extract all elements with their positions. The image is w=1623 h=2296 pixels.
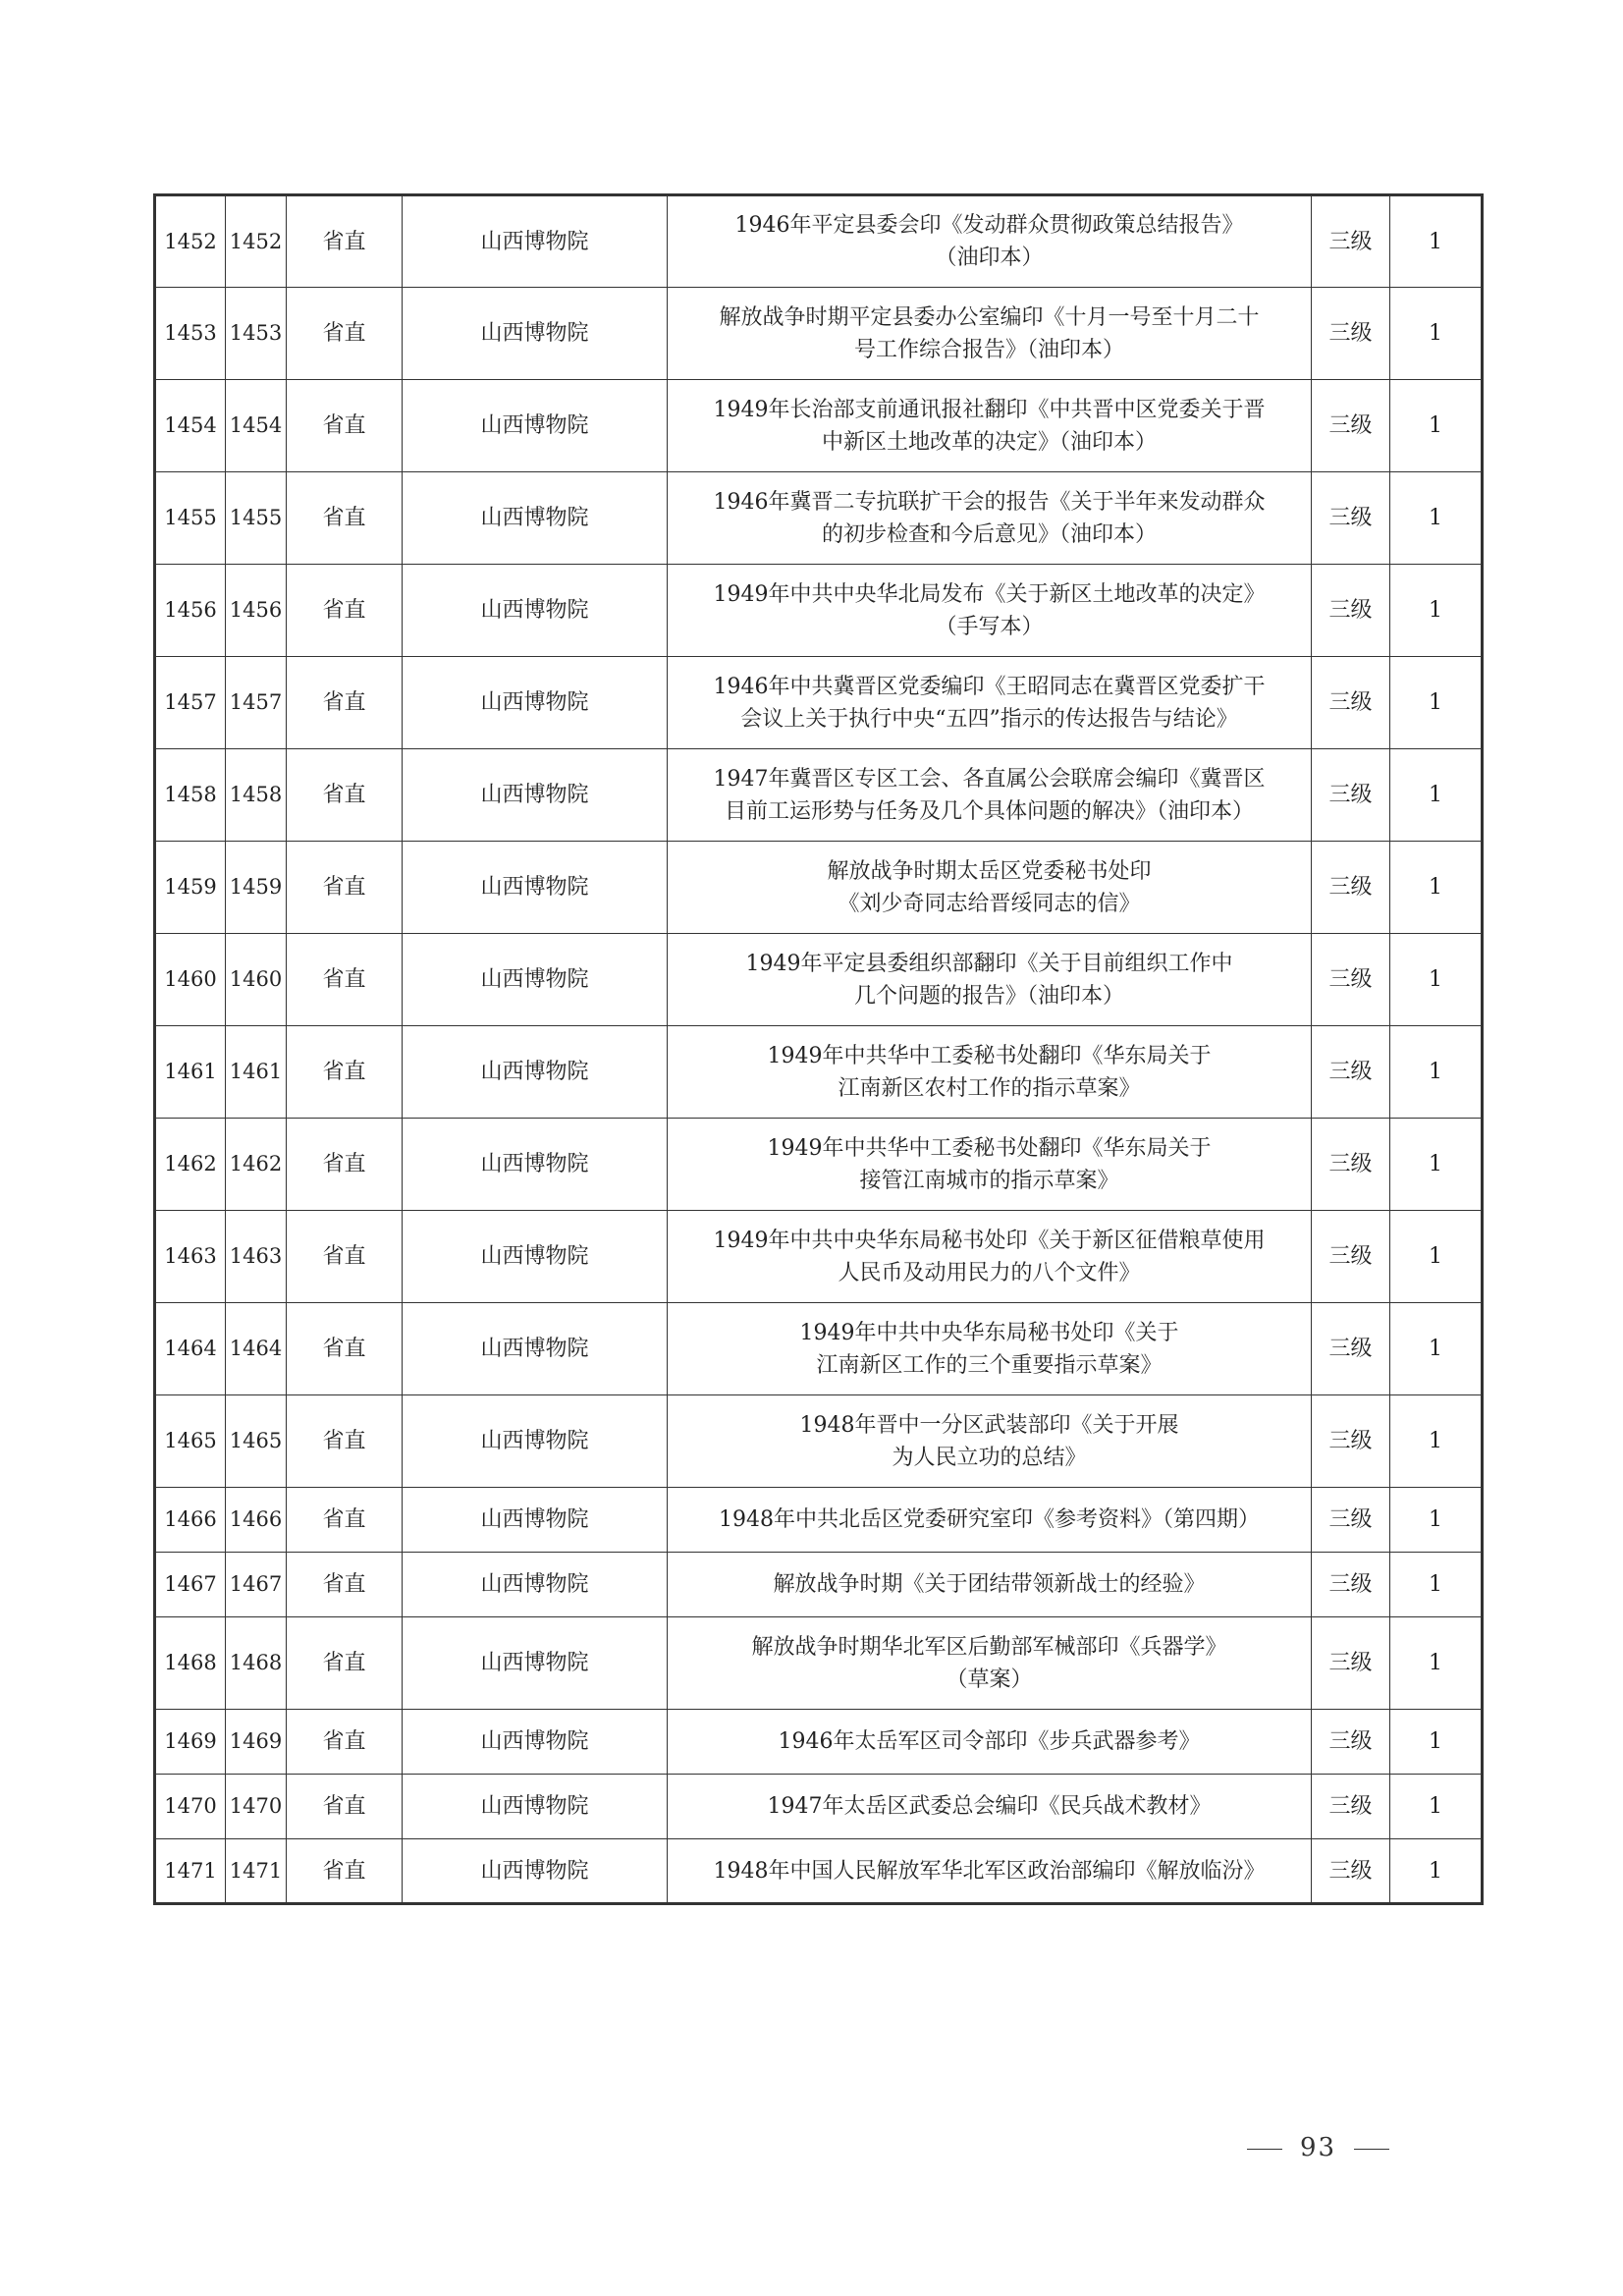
cell-quantity: 1 xyxy=(1390,195,1483,288)
title-line: 解放战争时期太岳区党委秘书处印 xyxy=(827,858,1152,884)
table-row xyxy=(155,380,1483,472)
cell-unit: 山西博物院 xyxy=(403,749,668,842)
cell-title xyxy=(668,1211,1312,1303)
title-line: 会议上关于执行中央“五四”指示的传达报告与结论》 xyxy=(740,706,1238,732)
title-line: （油印本） xyxy=(935,246,1044,270)
cell-serial: 1458 xyxy=(155,749,226,842)
cell-title xyxy=(668,288,1312,380)
table-row xyxy=(155,1775,1483,1839)
table-row xyxy=(155,1488,1483,1553)
cell-unit: 山西博物院 xyxy=(403,934,668,1026)
cell-serial: 1469 xyxy=(155,1710,226,1775)
cell-title xyxy=(668,1303,1312,1395)
cell-number: 1469 xyxy=(226,1710,287,1775)
cell-unit: 山西博物院 xyxy=(403,288,668,380)
cell-quantity: 1 xyxy=(1390,1839,1483,1904)
cell-serial: 1457 xyxy=(155,657,226,749)
cell-grade: 三级 xyxy=(1312,1839,1390,1904)
cell-number: 1453 xyxy=(226,288,287,380)
cell-quantity: 1 xyxy=(1390,1553,1483,1617)
cell-number: 1454 xyxy=(226,380,287,472)
cell-serial: 1470 xyxy=(155,1775,226,1839)
cell-level: 省直 xyxy=(287,1553,403,1617)
cell-level: 省直 xyxy=(287,380,403,472)
cell-unit: 山西博物院 xyxy=(403,565,668,657)
cell-grade: 三级 xyxy=(1312,288,1390,380)
title-line: 1949年中共中央华东局秘书处印《关于新区征借粮草使用 xyxy=(713,1228,1266,1253)
cell-grade: 三级 xyxy=(1312,749,1390,842)
cell-number: 1452 xyxy=(226,195,287,288)
cell-title xyxy=(668,380,1312,472)
cell-number: 1462 xyxy=(226,1119,287,1211)
table-row xyxy=(155,195,1483,288)
title-line: 《刘少奇同志给晋绥同志的信》 xyxy=(838,891,1141,916)
cell-quantity: 1 xyxy=(1390,565,1483,657)
title-line: 江南新区工作的三个重要指示草案》 xyxy=(816,1352,1163,1378)
title-line: 1947年冀晋区专区工会、各直属公会联席会编印《冀晋区 xyxy=(713,766,1266,792)
cell-grade: 三级 xyxy=(1312,842,1390,934)
cell-serial: 1462 xyxy=(155,1119,226,1211)
cell-title xyxy=(668,195,1312,288)
page-footer xyxy=(1247,2133,1389,2162)
cell-number: 1455 xyxy=(226,472,287,565)
title-line: 号工作综合报告》（油印本） xyxy=(853,337,1124,362)
title-line: 1948年中国人民解放军华北军区政治部编印《解放临汾》 xyxy=(713,1858,1266,1884)
table-row xyxy=(155,1395,1483,1488)
cell-unit: 山西博物院 xyxy=(403,1303,668,1395)
cell-unit: 山西博物院 xyxy=(403,1395,668,1488)
cell-grade: 三级 xyxy=(1312,1553,1390,1617)
title-line: 1946年平定县委会印《发动群众贯彻政策总结报告》 xyxy=(734,213,1244,238)
cell-level: 省直 xyxy=(287,934,403,1026)
table-row xyxy=(155,288,1483,380)
relics-table xyxy=(153,193,1484,1905)
cell-quantity: 1 xyxy=(1390,1211,1483,1303)
cell-quantity: 1 xyxy=(1390,1303,1483,1395)
cell-title xyxy=(668,565,1312,657)
cell-title xyxy=(668,1775,1312,1839)
title-line: 目前工运形势与任务及几个具体问题的解决》（油印本） xyxy=(724,798,1254,824)
cell-level: 省直 xyxy=(287,1303,403,1395)
cell-serial: 1454 xyxy=(155,380,226,472)
title-line: （手写本） xyxy=(935,614,1044,639)
table-row xyxy=(155,1710,1483,1775)
title-line: 接管江南城市的指示草案》 xyxy=(859,1168,1119,1193)
cell-title xyxy=(668,1395,1312,1488)
table-row xyxy=(155,657,1483,749)
cell-level: 省直 xyxy=(287,1395,403,1488)
cell-unit: 山西博物院 xyxy=(403,1710,668,1775)
cell-grade: 三级 xyxy=(1312,1211,1390,1303)
title-line: 1949年中共中央华北局发布《关于新区土地改革的决定》 xyxy=(713,581,1266,607)
cell-grade: 三级 xyxy=(1312,195,1390,288)
title-line: 1948年晋中一分区武装部印《关于开展 xyxy=(799,1412,1179,1438)
title-line: （草案） xyxy=(946,1667,1033,1692)
cell-unit: 山西博物院 xyxy=(403,195,668,288)
cell-unit: 山西博物院 xyxy=(403,1839,668,1904)
title-line: 解放战争时期华北军区后勤部军械部印《兵器学》 xyxy=(751,1634,1227,1660)
cell-unit: 山西博物院 xyxy=(403,1026,668,1119)
title-line: 几个问题的报告》（油印本） xyxy=(853,983,1124,1009)
cell-level: 省直 xyxy=(287,288,403,380)
cell-quantity: 1 xyxy=(1390,472,1483,565)
cell-quantity: 1 xyxy=(1390,1026,1483,1119)
cell-quantity: 1 xyxy=(1390,1119,1483,1211)
table-body xyxy=(155,195,1483,1904)
cell-unit: 山西博物院 xyxy=(403,1211,668,1303)
cell-level: 省直 xyxy=(287,1839,403,1904)
cell-number: 1468 xyxy=(226,1617,287,1710)
cell-number: 1470 xyxy=(226,1775,287,1839)
cell-number: 1463 xyxy=(226,1211,287,1303)
page-number: 93 xyxy=(1300,2133,1337,2162)
cell-grade: 三级 xyxy=(1312,472,1390,565)
cell-serial: 1460 xyxy=(155,934,226,1026)
cell-level: 省直 xyxy=(287,565,403,657)
footer-dash-left xyxy=(1247,2149,1282,2150)
cell-serial: 1453 xyxy=(155,288,226,380)
cell-quantity: 1 xyxy=(1390,934,1483,1026)
cell-title xyxy=(668,1026,1312,1119)
cell-level: 省直 xyxy=(287,1119,403,1211)
cell-unit: 山西博物院 xyxy=(403,1553,668,1617)
cell-serial: 1461 xyxy=(155,1026,226,1119)
cell-unit: 山西博物院 xyxy=(403,657,668,749)
cell-number: 1465 xyxy=(226,1395,287,1488)
cell-unit: 山西博物院 xyxy=(403,472,668,565)
cell-level: 省直 xyxy=(287,1710,403,1775)
title-line: 江南新区农村工作的指示草案》 xyxy=(838,1075,1141,1101)
cell-title xyxy=(668,749,1312,842)
cell-title xyxy=(668,1710,1312,1775)
table-row xyxy=(155,472,1483,565)
title-line: 中新区土地改革的决定》（油印本） xyxy=(821,429,1157,455)
cell-quantity: 1 xyxy=(1390,1395,1483,1488)
table-row xyxy=(155,1839,1483,1904)
title-line: 1949年平定县委组织部翻印《关于目前组织工作中 xyxy=(745,951,1233,976)
cell-grade: 三级 xyxy=(1312,657,1390,749)
cell-number: 1461 xyxy=(226,1026,287,1119)
cell-number: 1456 xyxy=(226,565,287,657)
cell-grade: 三级 xyxy=(1312,565,1390,657)
cell-serial: 1463 xyxy=(155,1211,226,1303)
table-row xyxy=(155,934,1483,1026)
cell-quantity: 1 xyxy=(1390,657,1483,749)
cell-grade: 三级 xyxy=(1312,934,1390,1026)
title-line: 1946年冀晋二专抗联扩干会的报告《关于半年来发动群众 xyxy=(713,489,1266,515)
cell-level: 省直 xyxy=(287,195,403,288)
table-row xyxy=(155,842,1483,934)
cell-level: 省直 xyxy=(287,1775,403,1839)
cell-title xyxy=(668,657,1312,749)
title-line: 1946年中共冀晋区党委编印《王昭同志在冀晋区党委扩干 xyxy=(713,674,1266,699)
cell-grade: 三级 xyxy=(1312,1710,1390,1775)
cell-title xyxy=(668,1839,1312,1904)
cell-serial: 1465 xyxy=(155,1395,226,1488)
title-line: 1948年中共北岳区党委研究室印《参考资料》（第四期） xyxy=(719,1507,1260,1532)
cell-quantity: 1 xyxy=(1390,380,1483,472)
cell-serial: 1455 xyxy=(155,472,226,565)
cell-number: 1466 xyxy=(226,1488,287,1553)
cell-title xyxy=(668,1119,1312,1211)
cell-title xyxy=(668,1617,1312,1710)
cell-quantity: 1 xyxy=(1390,1775,1483,1839)
cell-serial: 1452 xyxy=(155,195,226,288)
cell-number: 1467 xyxy=(226,1553,287,1617)
table-row xyxy=(155,1553,1483,1617)
cell-title xyxy=(668,472,1312,565)
title-line: 的初步检查和今后意见》（油印本） xyxy=(821,521,1157,547)
cell-serial: 1468 xyxy=(155,1617,226,1710)
cell-unit: 山西博物院 xyxy=(403,380,668,472)
cell-serial: 1467 xyxy=(155,1553,226,1617)
cell-grade: 三级 xyxy=(1312,1775,1390,1839)
cell-number: 1464 xyxy=(226,1303,287,1395)
cell-title xyxy=(668,934,1312,1026)
cell-grade: 三级 xyxy=(1312,380,1390,472)
title-line: 1949年中共华中工委秘书处翻印《华东局关于 xyxy=(767,1135,1212,1161)
cell-quantity: 1 xyxy=(1390,842,1483,934)
cell-quantity: 1 xyxy=(1390,1710,1483,1775)
title-line: 为人民立功的总结》 xyxy=(892,1445,1087,1470)
cell-serial: 1466 xyxy=(155,1488,226,1553)
cell-serial: 1471 xyxy=(155,1839,226,1904)
cell-level: 省直 xyxy=(287,842,403,934)
table-row xyxy=(155,1211,1483,1303)
title-line: 1949年中共中央华东局秘书处印《关于 xyxy=(799,1320,1179,1345)
cell-quantity: 1 xyxy=(1390,1617,1483,1710)
cell-level: 省直 xyxy=(287,749,403,842)
cell-level: 省直 xyxy=(287,1211,403,1303)
cell-unit: 山西博物院 xyxy=(403,842,668,934)
cell-level: 省直 xyxy=(287,657,403,749)
cell-number: 1471 xyxy=(226,1839,287,1904)
cell-level: 省直 xyxy=(287,472,403,565)
title-line: 1949年中共华中工委秘书处翻印《华东局关于 xyxy=(767,1043,1212,1068)
table-row xyxy=(155,1617,1483,1710)
cell-unit: 山西博物院 xyxy=(403,1119,668,1211)
cell-number: 1460 xyxy=(226,934,287,1026)
cell-serial: 1456 xyxy=(155,565,226,657)
title-line: 1947年太岳区武委总会编印《民兵战术教材》 xyxy=(767,1794,1212,1819)
cell-title xyxy=(668,1488,1312,1553)
cell-level: 省直 xyxy=(287,1488,403,1553)
cell-grade: 三级 xyxy=(1312,1617,1390,1710)
table-row xyxy=(155,1303,1483,1395)
cell-quantity: 1 xyxy=(1390,288,1483,380)
cell-title xyxy=(668,842,1312,934)
cell-grade: 三级 xyxy=(1312,1026,1390,1119)
table-row xyxy=(155,565,1483,657)
cell-unit: 山西博物院 xyxy=(403,1617,668,1710)
cell-grade: 三级 xyxy=(1312,1119,1390,1211)
cell-serial: 1459 xyxy=(155,842,226,934)
cell-quantity: 1 xyxy=(1390,1488,1483,1553)
cell-level: 省直 xyxy=(287,1026,403,1119)
cell-title xyxy=(668,1553,1312,1617)
cell-grade: 三级 xyxy=(1312,1488,1390,1553)
title-line: 解放战争时期《关于团结带领新战士的经验》 xyxy=(773,1572,1206,1597)
title-line: 人民币及动用民力的八个文件》 xyxy=(838,1260,1141,1285)
table-row xyxy=(155,749,1483,842)
cell-unit: 山西博物院 xyxy=(403,1775,668,1839)
table-row xyxy=(155,1026,1483,1119)
footer-dash-right xyxy=(1354,2149,1389,2150)
title-line: 1949年长治部支前通讯报社翻印《中共晋中区党委关于晋 xyxy=(713,397,1266,422)
cell-unit: 山西博物院 xyxy=(403,1488,668,1553)
cell-number: 1459 xyxy=(226,842,287,934)
cell-grade: 三级 xyxy=(1312,1303,1390,1395)
cell-number: 1457 xyxy=(226,657,287,749)
cell-grade: 三级 xyxy=(1312,1395,1390,1488)
cell-level: 省直 xyxy=(287,1617,403,1710)
cell-serial: 1464 xyxy=(155,1303,226,1395)
cell-number: 1458 xyxy=(226,749,287,842)
title-line: 解放战争时期平定县委办公室编印《十月一号至十月二十 xyxy=(719,304,1260,330)
table-row xyxy=(155,1119,1483,1211)
cell-quantity: 1 xyxy=(1390,749,1483,842)
title-line: 1946年太岳军区司令部印《步兵武器参考》 xyxy=(778,1729,1201,1754)
